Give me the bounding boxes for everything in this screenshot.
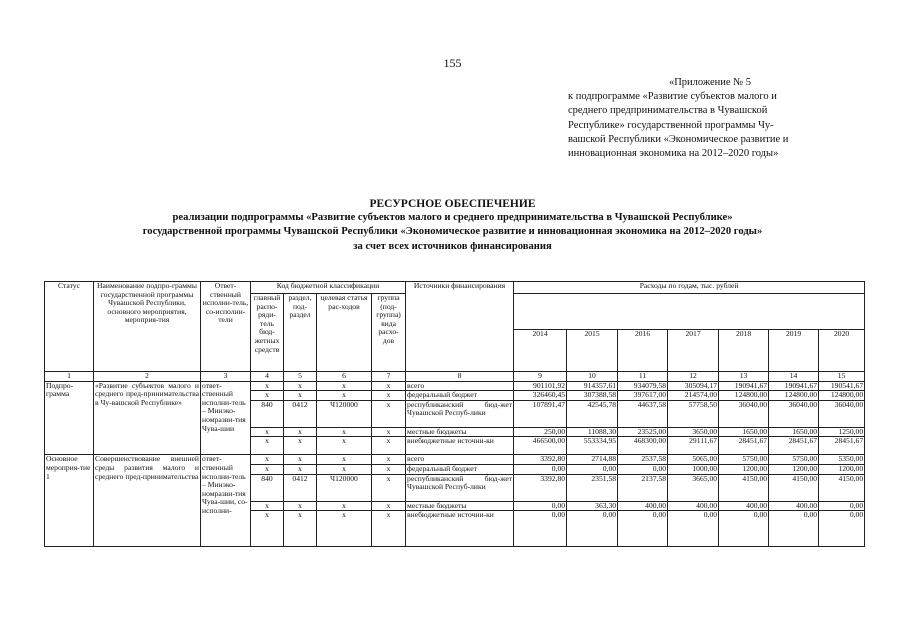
value-cell: 23525,00 bbox=[618, 427, 668, 437]
value-cell: 3665,00 bbox=[668, 474, 719, 501]
value-cell: 0,00 bbox=[668, 511, 719, 547]
code-cell: x bbox=[284, 391, 317, 401]
value-cell: 5350,00 bbox=[819, 455, 865, 465]
value-cell: 36040,00 bbox=[719, 400, 769, 427]
value-cell: 914357,61 bbox=[567, 381, 618, 391]
value-cell: 363,30 bbox=[567, 501, 618, 511]
year-header: 2016 bbox=[618, 330, 668, 372]
value-cell: 36040,00 bbox=[769, 400, 819, 427]
value-cell: 0,00 bbox=[819, 501, 865, 511]
column-number: 14 bbox=[769, 372, 819, 382]
row-responsible: ответ-ственный исполни-тель – Минэко-номразви-тия Чува-шии bbox=[201, 381, 251, 455]
value-cell: 3392,80 bbox=[514, 455, 567, 465]
header-budget-code: Код бюджетной классификации bbox=[251, 282, 406, 294]
value-cell: 0,00 bbox=[567, 511, 618, 547]
header-csr: целевая статья рас-ходов bbox=[317, 294, 372, 372]
title-line: за счет всех источников финансирования bbox=[353, 240, 552, 252]
value-cell: 190941,67 bbox=[769, 381, 819, 391]
code-cell: x bbox=[372, 511, 406, 547]
code-cell: x bbox=[284, 437, 317, 455]
title-line: реализации подпрограммы «Развитие субъектов малого и среднего предпринимательства в Чувашской Республике» bbox=[172, 212, 733, 224]
column-number: 2 bbox=[94, 372, 201, 382]
value-cell: 1650,00 bbox=[769, 427, 819, 437]
source-cell: республиканский бюд-жет Чувашской Респуб-лики bbox=[406, 474, 514, 501]
code-cell: x bbox=[372, 427, 406, 437]
column-number: 15 bbox=[819, 372, 865, 382]
value-cell: 5750,00 bbox=[719, 455, 769, 465]
year-header: 2019 bbox=[769, 330, 819, 372]
header-sources: Источники финансирования bbox=[406, 282, 514, 372]
value-cell: 2537,58 bbox=[618, 455, 668, 465]
column-number: 6 bbox=[317, 372, 372, 382]
code-cell: 840 bbox=[251, 474, 284, 501]
value-cell: 2714,88 bbox=[567, 455, 618, 465]
code-cell: x bbox=[251, 464, 284, 474]
value-cell: 5065,00 bbox=[668, 455, 719, 465]
code-cell: x bbox=[251, 455, 284, 465]
code-cell: x bbox=[372, 455, 406, 465]
source-cell: местные бюджеты bbox=[406, 427, 514, 437]
value-cell: 468300,00 bbox=[618, 437, 668, 455]
value-cell: 0,00 bbox=[819, 511, 865, 547]
appendix-note bbox=[568, 76, 852, 161]
table-row bbox=[45, 455, 865, 465]
source-cell: федеральный бюджет bbox=[406, 464, 514, 474]
value-cell: 36040,00 bbox=[819, 400, 865, 427]
row-name: «Развитие субъектов малого и среднего пред-принимательства в Чу-вашской Республике» bbox=[94, 381, 201, 455]
header-spacer bbox=[514, 294, 865, 330]
value-cell: 4150,00 bbox=[769, 474, 819, 501]
column-number: 1 bbox=[45, 372, 94, 382]
code-cell: x bbox=[372, 464, 406, 474]
header-expenses: Расходы по годам, тыс. рублей bbox=[514, 282, 865, 294]
code-cell: x bbox=[251, 391, 284, 401]
code-cell: x bbox=[317, 501, 372, 511]
source-cell: республиканский бюд-жет Чувашской Респуб-лики bbox=[406, 400, 514, 427]
value-cell: 11088,30 bbox=[567, 427, 618, 437]
value-cell: 553334,95 bbox=[567, 437, 618, 455]
value-cell: 0,00 bbox=[514, 464, 567, 474]
value-cell: 190941,67 bbox=[719, 381, 769, 391]
value-cell: 0,00 bbox=[769, 511, 819, 547]
row-responsible: ответ-ственный исполни-тель – Минэко-номразви-тия Чува-шии, со-исполни- bbox=[201, 455, 251, 547]
source-cell: всего bbox=[406, 455, 514, 465]
code-cell: x bbox=[251, 427, 284, 437]
value-cell: 1000,00 bbox=[668, 464, 719, 474]
value-cell: 214574,00 bbox=[668, 391, 719, 401]
table-row bbox=[45, 381, 865, 391]
code-cell: Ч120000 bbox=[317, 474, 372, 501]
header-razdel: раздел, под-раздел bbox=[284, 294, 317, 372]
code-cell: x bbox=[372, 474, 406, 501]
title-line: государственной программы Чувашской Республики «Экономическое развитие и инновационная экономика на 2012–2020 годы» bbox=[142, 226, 763, 238]
appendix-line: к подпрограмме «Развитие субъектов малого и bbox=[568, 91, 777, 103]
appendix-line: инновационная экономика на 2012–2020 годы» bbox=[568, 148, 779, 160]
value-cell: 124800,00 bbox=[719, 391, 769, 401]
value-cell: 3650,00 bbox=[668, 427, 719, 437]
header-name: Наименование подпро-граммы государственной программы Чувашской Республики, основного мероприятия, мероприя-тия bbox=[94, 282, 201, 372]
row-status: Подпро-грамма bbox=[45, 381, 94, 455]
value-cell: 0,00 bbox=[514, 501, 567, 511]
code-cell: x bbox=[284, 511, 317, 547]
code-cell: x bbox=[317, 437, 372, 455]
column-number: 13 bbox=[719, 372, 769, 382]
value-cell: 1200,00 bbox=[769, 464, 819, 474]
value-cell: 1650,00 bbox=[719, 427, 769, 437]
header-status: Статус bbox=[45, 282, 94, 372]
value-cell: 4150,00 bbox=[819, 474, 865, 501]
code-cell: 840 bbox=[251, 400, 284, 427]
value-cell: 4150,00 bbox=[719, 474, 769, 501]
code-cell: x bbox=[251, 501, 284, 511]
code-cell: x bbox=[284, 381, 317, 391]
year-header: 2015 bbox=[567, 330, 618, 372]
row-status: Основное мероприя-тие 1 bbox=[45, 455, 94, 547]
value-cell: 107891,47 bbox=[514, 400, 567, 427]
header-responsible: Ответ-ственный исполни-тель, со-исполни-тели bbox=[201, 282, 251, 372]
value-cell: 0,00 bbox=[618, 464, 668, 474]
year-header: 2017 bbox=[668, 330, 719, 372]
code-cell: x bbox=[284, 427, 317, 437]
value-cell: 400,00 bbox=[719, 501, 769, 511]
value-cell: 28451,67 bbox=[719, 437, 769, 455]
appendix-line: «Приложение № 5 bbox=[668, 77, 752, 88]
column-number: 3 bbox=[201, 372, 251, 382]
code-cell: x bbox=[317, 427, 372, 437]
value-cell: 901101,92 bbox=[514, 381, 567, 391]
code-cell: x bbox=[284, 501, 317, 511]
source-cell: всего bbox=[406, 381, 514, 391]
value-cell: 0,00 bbox=[514, 511, 567, 547]
column-number: 11 bbox=[618, 372, 668, 382]
page-number: 155 bbox=[443, 56, 462, 70]
value-cell: 124800,00 bbox=[769, 391, 819, 401]
value-cell: 28451,67 bbox=[769, 437, 819, 455]
column-number: 10 bbox=[567, 372, 618, 382]
appendix-line: среднего предпринимательства в Чувашской bbox=[568, 105, 768, 117]
value-cell: 466500,00 bbox=[514, 437, 567, 455]
value-cell: 250,00 bbox=[514, 427, 567, 437]
value-cell: 190541,67 bbox=[819, 381, 865, 391]
code-cell: x bbox=[317, 455, 372, 465]
code-cell: x bbox=[372, 501, 406, 511]
row-name: Совершенствование внешней среды развития малого и среднего пред-принимательства bbox=[94, 455, 201, 547]
code-cell: x bbox=[317, 511, 372, 547]
value-cell: 29111,67 bbox=[668, 437, 719, 455]
code-cell: x bbox=[317, 391, 372, 401]
year-header: 2014 bbox=[514, 330, 567, 372]
value-cell: 57758,50 bbox=[668, 400, 719, 427]
value-cell: 124800,00 bbox=[819, 391, 865, 401]
value-cell: 307388,58 bbox=[567, 391, 618, 401]
value-cell: 326460,45 bbox=[514, 391, 567, 401]
year-header: 2020 bbox=[819, 330, 865, 372]
value-cell: 1200,00 bbox=[719, 464, 769, 474]
source-cell: местные бюджеты bbox=[406, 501, 514, 511]
column-number: 12 bbox=[668, 372, 719, 382]
value-cell: 2351,58 bbox=[567, 474, 618, 501]
code-cell: x bbox=[372, 437, 406, 455]
value-cell: 1250,00 bbox=[819, 427, 865, 437]
value-cell: 28451,67 bbox=[819, 437, 865, 455]
code-cell: x bbox=[251, 381, 284, 391]
title-line: РЕСУРСНОЕ ОБЕСПЕЧЕНИЕ bbox=[369, 198, 536, 210]
code-cell: x bbox=[251, 437, 284, 455]
appendix-line: Республике» государственной программы Чу- bbox=[568, 119, 774, 131]
value-cell: 0,00 bbox=[719, 511, 769, 547]
column-number: 5 bbox=[284, 372, 317, 382]
code-cell: x bbox=[284, 464, 317, 474]
value-cell: 400,00 bbox=[668, 501, 719, 511]
value-cell: 934079,58 bbox=[618, 381, 668, 391]
code-cell: 0412 bbox=[284, 400, 317, 427]
source-cell: федеральный бюджет bbox=[406, 391, 514, 401]
column-number: 4 bbox=[251, 372, 284, 382]
code-cell: Ч120000 bbox=[317, 400, 372, 427]
column-number: 9 bbox=[514, 372, 567, 382]
appendix-line: вашской Республики «Экономическое развитие и bbox=[568, 133, 789, 145]
column-number: 7 bbox=[372, 372, 406, 382]
value-cell: 42545,78 bbox=[567, 400, 618, 427]
code-cell: x bbox=[372, 391, 406, 401]
code-cell: x bbox=[317, 381, 372, 391]
source-cell: внебюджетные источни-ки bbox=[406, 437, 514, 455]
code-cell: x bbox=[372, 381, 406, 391]
value-cell: 400,00 bbox=[769, 501, 819, 511]
value-cell: 2137,58 bbox=[618, 474, 668, 501]
value-cell: 5750,00 bbox=[769, 455, 819, 465]
document-title bbox=[0, 197, 905, 254]
column-number: 8 bbox=[406, 372, 514, 382]
code-cell: 0412 bbox=[284, 474, 317, 501]
header-vr: группа (под-группа) вида расхо-дов bbox=[372, 294, 406, 372]
header-gr: главный распо-ряди-тель бюд-жетных средств bbox=[251, 294, 284, 372]
value-cell: 1200,00 bbox=[819, 464, 865, 474]
value-cell: 44637,58 bbox=[618, 400, 668, 427]
year-header: 2018 bbox=[719, 330, 769, 372]
code-cell: x bbox=[251, 511, 284, 547]
source-cell: внебюджетные источни-ки bbox=[406, 511, 514, 547]
value-cell: 0,00 bbox=[618, 511, 668, 547]
value-cell: 397617,00 bbox=[618, 391, 668, 401]
value-cell: 3392,80 bbox=[514, 474, 567, 501]
value-cell: 305094,17 bbox=[668, 381, 719, 391]
value-cell: 0,00 bbox=[567, 464, 618, 474]
code-cell: x bbox=[372, 400, 406, 427]
code-cell: x bbox=[284, 455, 317, 465]
resource-table bbox=[44, 281, 865, 547]
value-cell: 400,00 bbox=[618, 501, 668, 511]
code-cell: x bbox=[317, 464, 372, 474]
